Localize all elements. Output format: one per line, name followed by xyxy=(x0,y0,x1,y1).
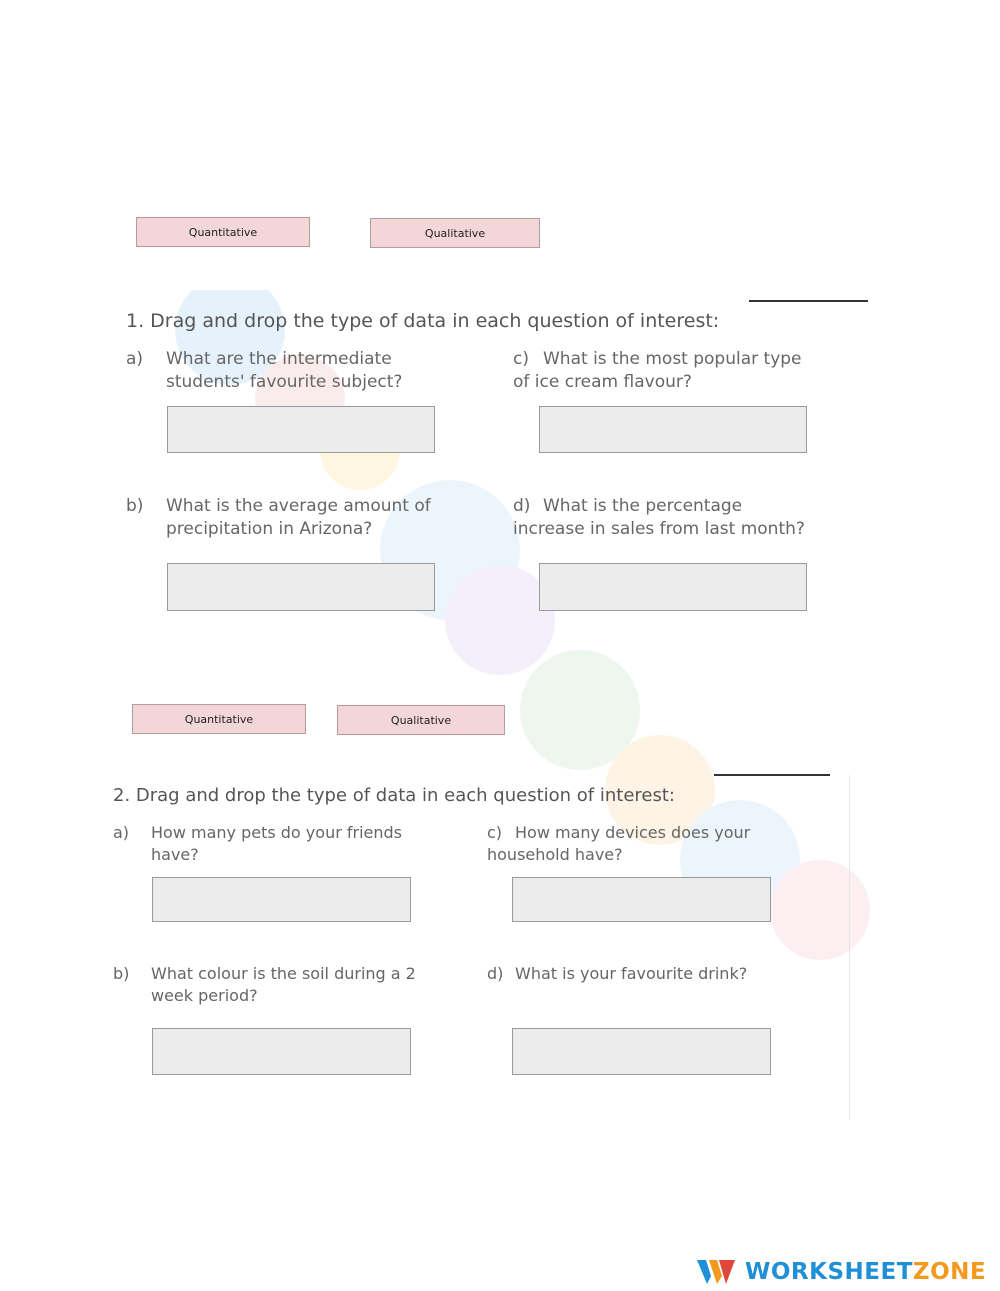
item-label: c) xyxy=(513,349,529,369)
background-watermark xyxy=(140,290,900,1050)
drop-zone-2b[interactable] xyxy=(152,1028,411,1075)
item-text-line2: students' favourite subject? xyxy=(166,372,403,392)
answer-underline-1 xyxy=(749,300,868,302)
quantitative-chip-2[interactable]: Quantitative xyxy=(132,704,306,734)
quantitative-chip-1[interactable]: Quantitative xyxy=(136,217,310,247)
drop-zone-1b[interactable] xyxy=(167,563,435,611)
item-text-line1: What is your favourite drink? xyxy=(515,964,748,983)
item-text-line2: increase in sales from last month? xyxy=(513,519,805,539)
w-logo-icon xyxy=(695,1256,737,1288)
drop-zone-2c[interactable] xyxy=(512,877,771,922)
brand-name-part2: ZONE xyxy=(912,1259,987,1285)
item-text-line1: How many pets do your friends xyxy=(151,823,402,842)
item-text-line2: of ice cream flavour? xyxy=(513,372,692,392)
item-label: c) xyxy=(487,823,503,842)
qualitative-chip-1[interactable]: Qualitative xyxy=(370,218,540,248)
drop-zone-2d[interactable] xyxy=(512,1028,771,1075)
drop-zone-2a[interactable] xyxy=(152,877,411,922)
drop-zone-1c[interactable] xyxy=(539,406,807,453)
item-text-line2: household have? xyxy=(487,845,623,864)
qualitative-chip-2[interactable]: Qualitative xyxy=(337,705,505,735)
divider-line xyxy=(849,775,850,1120)
worksheetzone-logo[interactable] xyxy=(695,1256,986,1288)
item-text-line1: How many devices does your xyxy=(515,823,751,842)
drop-zone-1a[interactable] xyxy=(167,406,435,453)
item-text-line1: What colour is the soil during a 2 xyxy=(151,964,416,983)
question-2-title: 2. Drag and drop the type of data in each question of interest: xyxy=(113,785,675,806)
item-label: a) xyxy=(113,823,130,842)
item-label: d) xyxy=(487,964,504,983)
item-text-line2: have? xyxy=(151,845,199,864)
answer-underline-2 xyxy=(714,774,830,776)
item-label: a) xyxy=(126,349,144,369)
item-text-line2: precipitation in Arizona? xyxy=(166,519,373,539)
question-1-title: 1. Drag and drop the type of data in each question of interest: xyxy=(126,310,720,332)
item-text-line1: What are the intermediate xyxy=(166,349,392,369)
item-label: d) xyxy=(513,496,531,516)
item-label: b) xyxy=(113,964,130,983)
item-text-line1: What is the percentage xyxy=(543,496,743,516)
item-text-line1: What is the most popular type xyxy=(543,349,802,369)
item-text-line2: week period? xyxy=(151,986,258,1005)
brand-name-part1: WORKSHEET xyxy=(745,1259,913,1285)
item-label: b) xyxy=(126,496,144,516)
drop-zone-1d[interactable] xyxy=(539,563,807,611)
brand-name xyxy=(745,1259,986,1285)
item-text-line1: What is the average amount of xyxy=(166,496,431,516)
